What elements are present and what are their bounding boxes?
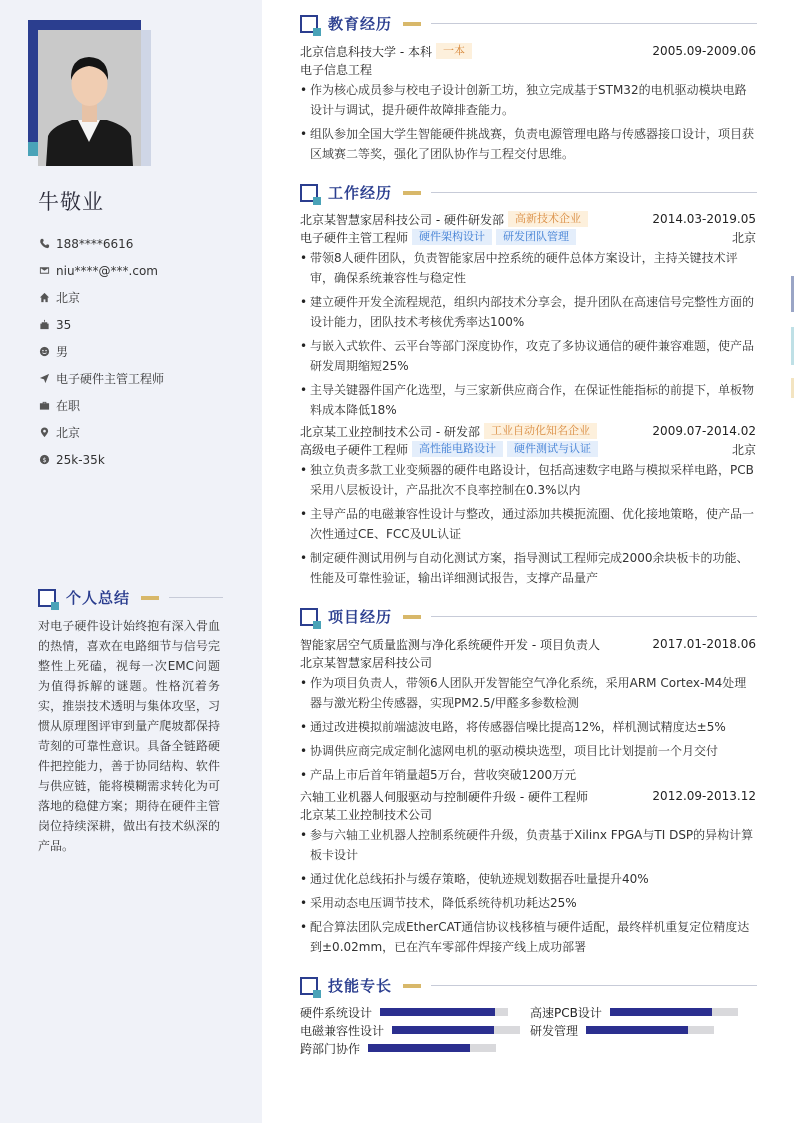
list-item: • 参与六轴工业机器人控制系统硬件升级，负责基于Xilinx FPGA与TI DSP的异构计算板卡设计 <box>300 825 756 865</box>
sidebar <box>0 0 262 1123</box>
list-item: • 带领8人硬件团队，负责智能家居中控系统的硬件总体方案设计，主持关键技术评审，确保系统兼容性与稳定性 <box>300 248 756 288</box>
job-bullets <box>300 460 756 588</box>
job-entry <box>300 422 756 588</box>
role-tag: 研发团队管理 <box>496 229 576 245</box>
section-divider <box>431 23 757 24</box>
project-bullets <box>300 673 756 785</box>
section-square-icon <box>300 184 318 202</box>
job-company-group <box>300 423 597 440</box>
info-text: 北京 <box>56 291 81 305</box>
skill-item <box>300 1004 530 1021</box>
skill-fill <box>380 1008 495 1016</box>
job-date: 2009.07-2014.02 <box>652 424 756 438</box>
project-company: 北京某工业控制技术公司 <box>300 807 433 822</box>
education-major-row <box>300 60 756 78</box>
section-accent-bar <box>403 984 421 988</box>
skill-name: 硬件系统设计 <box>300 1005 373 1020</box>
project-company-row <box>300 653 756 671</box>
job-city: 北京 <box>731 230 756 245</box>
job-role-group <box>300 229 576 246</box>
education-title: 教育经历 <box>328 15 393 33</box>
job-company: 北京某智慧家居科技公司 - 硬件研发部 <box>300 212 504 227</box>
education-header-row <box>300 42 756 60</box>
info-location <box>38 419 164 446</box>
info-status <box>38 392 164 419</box>
info-age <box>38 311 164 338</box>
section-divider <box>431 616 757 617</box>
job-role: 高级电子硬件工程师 <box>300 442 409 457</box>
skills-section-header <box>300 975 757 996</box>
project-name: 六轴工业机器人伺服驱动与控制硬件升级 - 硬件工程师 <box>300 789 588 804</box>
project-date: 2012.09-2013.12 <box>652 789 756 803</box>
info-salary <box>38 446 164 473</box>
skills-title: 技能专长 <box>328 977 393 995</box>
location-icon <box>38 427 50 439</box>
list-item: • 主导产品的电磁兼容性设计与整改，通过添加共模扼流圈、优化接地策略，使产品一次性通过CE、FCC及UL认证 <box>300 504 756 544</box>
job-role: 电子硬件主管工程师 <box>300 230 409 245</box>
school-tag: 一本 <box>436 43 472 59</box>
job-role-row <box>300 440 756 458</box>
education-school-group <box>300 43 472 60</box>
skill-fill <box>392 1026 494 1034</box>
section-divider <box>431 192 757 193</box>
info-gender <box>38 338 164 365</box>
list-item: • 产品上市后首年销量超5万台，营收突破1200万元 <box>300 765 756 785</box>
info-text: 电子硬件主管工程师 <box>56 372 165 386</box>
skill-item <box>530 1004 760 1021</box>
project-name: 智能家居空气质量监测与净化系统硬件开发 - 项目负责人 <box>300 637 600 652</box>
avatar <box>38 30 141 166</box>
list-item: • 作为项目负责人，带领6人团队开发智能空气净化系统，采用ARM Cortex-M4处理器与激光粉尘传感器，实现PM2.5/甲醛多参数检测 <box>300 673 756 713</box>
job-city: 北京 <box>731 442 756 457</box>
skill-name: 高速PCB设计 <box>530 1005 602 1020</box>
list-item: • 作为核心成员参与校电子设计创新工坊，独立完成基于STM32的电机驱动模块电路设计与调试，提升硬件故障排查能力。 <box>300 80 756 120</box>
info-text: 35 <box>56 317 72 332</box>
education-entry <box>300 42 756 164</box>
info-text: 男 <box>56 345 69 359</box>
avatar-illustration <box>38 30 141 166</box>
briefcase-icon <box>38 400 50 412</box>
skill-fill <box>586 1026 688 1034</box>
project-company-row <box>300 805 756 823</box>
section-square-icon <box>300 15 318 33</box>
info-position <box>38 365 164 392</box>
skill-row <box>300 1021 760 1039</box>
list-item: • 组队参加全国大学生智能硬件挑战赛，负责电源管理电路与传感器接口设计，项目获区域赛二等奖，强化了团队协作与工程交付思维。 <box>300 124 756 164</box>
role-tag: 硬件架构设计 <box>412 229 492 245</box>
cake-icon <box>38 319 50 331</box>
project-bullets <box>300 825 756 957</box>
job-date: 2014.03-2019.05 <box>652 212 756 226</box>
home-icon <box>38 292 50 304</box>
job-header-row <box>300 210 756 228</box>
project-entry <box>300 787 756 957</box>
work-section-header <box>300 182 757 203</box>
contact-info-list <box>38 230 164 473</box>
company-tag: 高新技术企业 <box>508 211 588 227</box>
list-item: • 协调供应商完成定制化滤网电机的驱动模块选型，项目比计划提前一个月交付 <box>300 741 756 761</box>
section-square-icon <box>38 589 56 607</box>
section-square-icon <box>300 608 318 626</box>
job-entry <box>300 210 756 420</box>
role-tag: 高性能电路设计 <box>412 441 503 457</box>
skill-bar <box>368 1044 496 1052</box>
job-role-row <box>300 228 756 246</box>
mail-icon <box>38 265 50 277</box>
skill-fill <box>610 1008 712 1016</box>
section-divider <box>169 597 223 598</box>
section-square-icon <box>300 977 318 995</box>
section-accent-bar <box>403 22 421 26</box>
job-company-group <box>300 211 588 228</box>
info-text: 25k-35k <box>56 452 105 467</box>
skill-bar <box>392 1026 520 1034</box>
role-tag: 硬件测试与认证 <box>507 441 598 457</box>
candidate-name: 牛敬业 <box>38 190 104 214</box>
skill-item <box>300 1022 530 1039</box>
project-header-row <box>300 787 756 805</box>
list-item: • 通过改进模拟前端滤波电路，将传感器信噪比提高12%，样机测试精度达±5% <box>300 717 756 737</box>
section-divider <box>431 985 757 986</box>
list-item: • 采用动态电压调节技术，降低系统待机功耗达25% <box>300 893 756 913</box>
skill-fill <box>368 1044 470 1052</box>
project-date: 2017.01-2018.06 <box>652 637 756 651</box>
section-accent-bar <box>403 191 421 195</box>
job-header-row <box>300 422 756 440</box>
skill-item <box>300 1040 530 1057</box>
list-item: • 与嵌入式软件、云平台等部门深度协作，攻克了多协议通信的硬件兼容难题，使产品研发周期缩短25% <box>300 336 756 376</box>
projects-section-header <box>300 606 757 627</box>
skill-name: 电磁兼容性设计 <box>300 1023 385 1038</box>
job-company: 北京某工业控制技术公司 - 研发部 <box>300 424 480 439</box>
gender-icon <box>38 346 50 358</box>
school-name: 北京信息科技大学 - 本科 <box>300 44 432 59</box>
skill-item <box>530 1022 760 1039</box>
info-text: 北京 <box>56 426 81 440</box>
skill-row <box>300 1039 760 1057</box>
list-item: • 建立硬件开发全流程规范，组织内部技术分享会，提升团队在高速信号完整性方面的设计能力，团队技术考核优秀率达100% <box>300 292 756 332</box>
list-item: • 配合算法团队完成EtherCAT通信协议栈移植与硬件适配，最终样机重复定位精度达到±0.02mm，已在汽车零部件焊接产线上成功部署 <box>300 917 756 957</box>
info-home <box>38 284 164 311</box>
info-text: 188****6616 <box>56 236 134 251</box>
list-item: • 制定硬件测试用例与自动化测试方案，指导测试工程师完成2000余块板卡的功能、性能及可靠性验证，输出详细测试报告，支撑产品量产 <box>300 548 756 588</box>
info-text: 在职 <box>56 399 81 413</box>
info-text: niu****@***.com <box>56 263 158 278</box>
skill-name: 跨部门协作 <box>300 1041 361 1056</box>
project-company: 北京某智慧家居科技公司 <box>300 655 433 670</box>
svg-text:$: $ <box>41 455 47 464</box>
send-icon <box>38 373 50 385</box>
money-icon <box>38 454 50 466</box>
education-bullets <box>300 80 756 164</box>
skill-bar <box>586 1026 714 1034</box>
job-bullets <box>300 248 756 420</box>
list-item: • 独立负责多款工业变频器的硬件电路设计，包括高速数字电路与模拟采样电路，PCB采用八层板设计，产品批次不良率控制在0.3%以内 <box>300 460 756 500</box>
summary-text: 对电子硬件设计始终抱有深入骨血的热情，喜欢在电路细节与信号完整性上死磕，视每一次EMC问题为值得拆解的谜题。性格沉着务实，推崇技术透明与集体攻坚，习惯从原理图评审到量产爬坡都保持苛刻的可靠性意识。具备全链路硬件把控能力，善于协同结构、软件与供应链，能将模糊需求转化为可落地的稳健方案；期待在硬件主管岗位持续深耕，做出有技术纵深的产品。 <box>38 619 220 853</box>
projects-title: 项目经历 <box>328 608 393 626</box>
skill-row <box>300 1003 760 1021</box>
section-accent-bar <box>403 615 421 619</box>
job-role-group <box>300 441 598 458</box>
phone-icon <box>38 238 50 250</box>
project-header-row <box>300 635 756 653</box>
summary-title: 个人总结 <box>66 589 131 607</box>
skills-list <box>300 1003 760 1057</box>
skill-bar <box>380 1008 508 1016</box>
summary-section-header <box>38 587 223 608</box>
project-entry <box>300 635 756 785</box>
education-date: 2005.09-2009.06 <box>652 44 756 58</box>
skill-bar <box>610 1008 738 1016</box>
list-item: • 通过优化总线拓扑与缓存策略，使轨迹规划数据吞吐量提升40% <box>300 869 756 889</box>
skill-name: 研发管理 <box>530 1023 579 1038</box>
major: 电子信息工程 <box>300 62 373 77</box>
company-tag: 工业自动化知名企业 <box>484 423 597 439</box>
work-title: 工作经历 <box>328 184 393 202</box>
photo-frame <box>28 20 152 166</box>
info-phone <box>38 230 164 257</box>
list-item: • 主导关键器件国产化选型，与三家新供应商合作，在保证性能指标的前提下，单板物料成本降低18% <box>300 380 756 420</box>
info-email <box>38 257 164 284</box>
section-accent-bar <box>141 596 159 600</box>
education-section-header <box>300 13 757 34</box>
